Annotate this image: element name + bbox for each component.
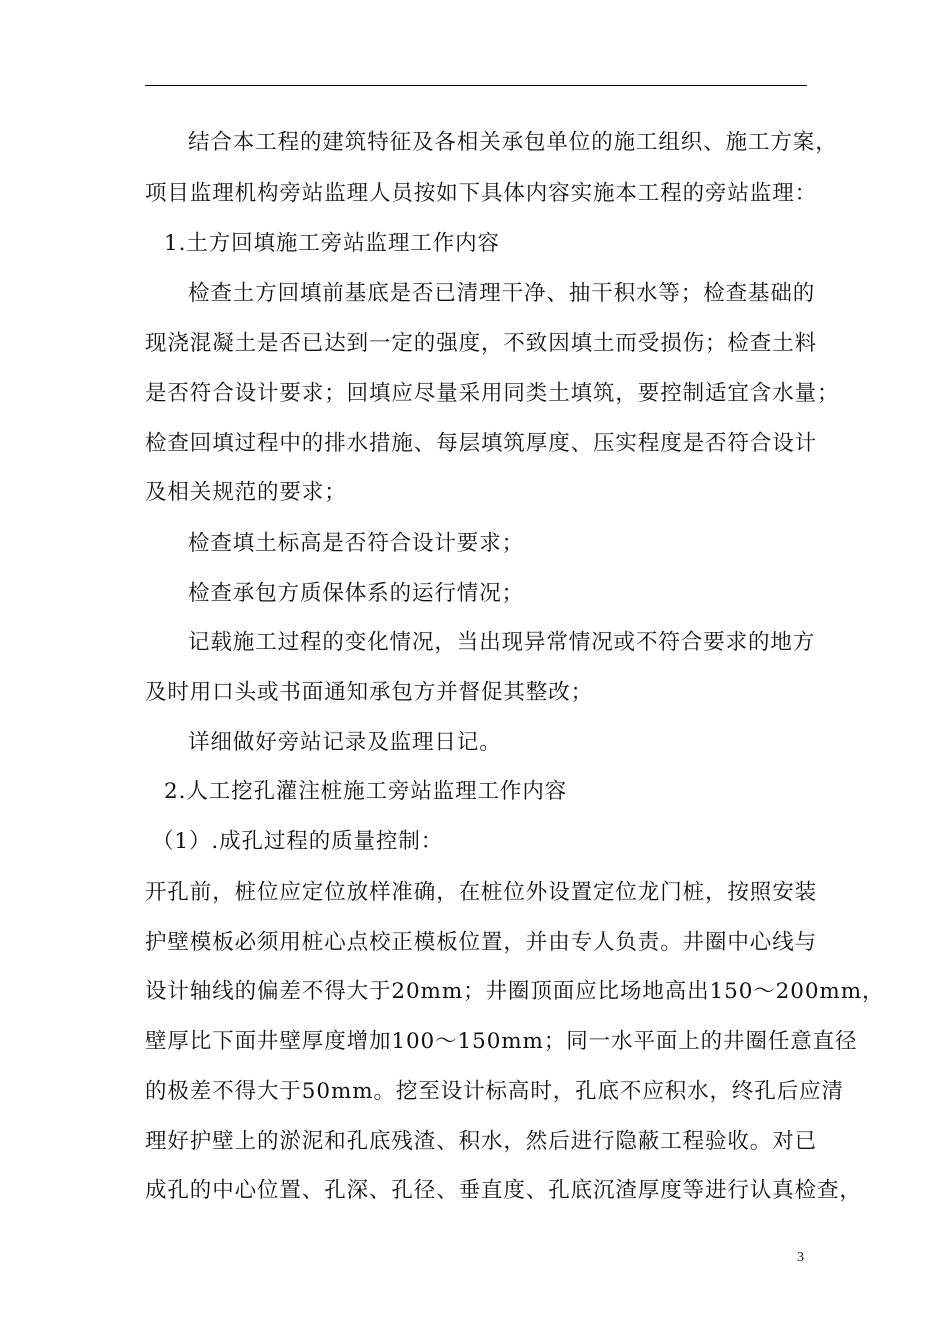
paragraph-line: 成孔的中心位置、孔深、孔径、垂直度、孔底沉渣厚度等进行认真检查，	[145, 1178, 862, 1203]
paragraph-line: 是否符合设计要求；回填应尽量采用同类土填筑，要控制适宜含水量；	[145, 381, 840, 406]
section-heading: 2.人工挖孔灌注桩施工旁站监理工作内容	[164, 779, 568, 804]
paragraph-line: 结合本工程的建筑特征及各相关承包单位的施工组织、施工方案，	[188, 130, 838, 155]
paragraph-line: 详细做好旁站记录及监理日记。	[188, 730, 502, 755]
paragraph-line: 及时用口头或书面通知承包方并督促其整改；	[145, 680, 594, 705]
paragraph-line: 项目监理机构旁站监理人员按如下具体内容实施本工程的旁站监理：	[145, 181, 818, 206]
paragraph-line: 记载施工过程的变化情况，当出现异常情况或不符合要求的地方	[188, 630, 816, 655]
paragraph-line: 检查填土标高是否符合设计要求；	[188, 531, 525, 556]
paragraph-line: 开孔前，桩位应定位放样准确，在桩位外设置定位龙门桩，按照安装	[145, 880, 818, 905]
header-rule	[145, 85, 807, 86]
page-number: 3	[797, 1250, 804, 1265]
paragraph-line: 现浇混凝土是否已达到一定的强度，不致因填土而受损伤；检查土料	[145, 331, 818, 356]
paragraph-line: 及相关规范的要求；	[145, 480, 347, 505]
subsection-heading: （1）.成孔过程的质量控制：	[152, 829, 444, 854]
paragraph-line: 理好护壁上的淤泥和孔底残渣、积水，然后进行隐蔽工程验收。对已	[145, 1129, 818, 1154]
paragraph-line: 设计轴线的偏差不得大于20mm；井圈顶面应比场地高出150～200mm，	[145, 979, 885, 1004]
paragraph-line: 护壁模板必须用桩心点校正模板位置，并由专人负责。井圈中心线与	[145, 930, 818, 955]
paragraph-line: 检查承包方质保体系的运行情况；	[188, 581, 525, 606]
section-heading: 1.土方回填施工旁站监理工作内容	[164, 231, 500, 256]
paragraph-line: 检查回填过程中的排水措施、每层填筑厚度、压实程度是否符合设计	[145, 431, 818, 456]
paragraph-line: 检查土方回填前基底是否已清理干净、抽干积水等；检查基础的	[188, 281, 816, 306]
paragraph-line: 的极差不得大于50mm。挖至设计标高时，孔底不应积水，终孔后应清	[145, 1079, 844, 1104]
paragraph-line: 壁厚比下面井壁厚度增加100～150mm；同一水平面上的井圈任意直径	[145, 1029, 858, 1054]
